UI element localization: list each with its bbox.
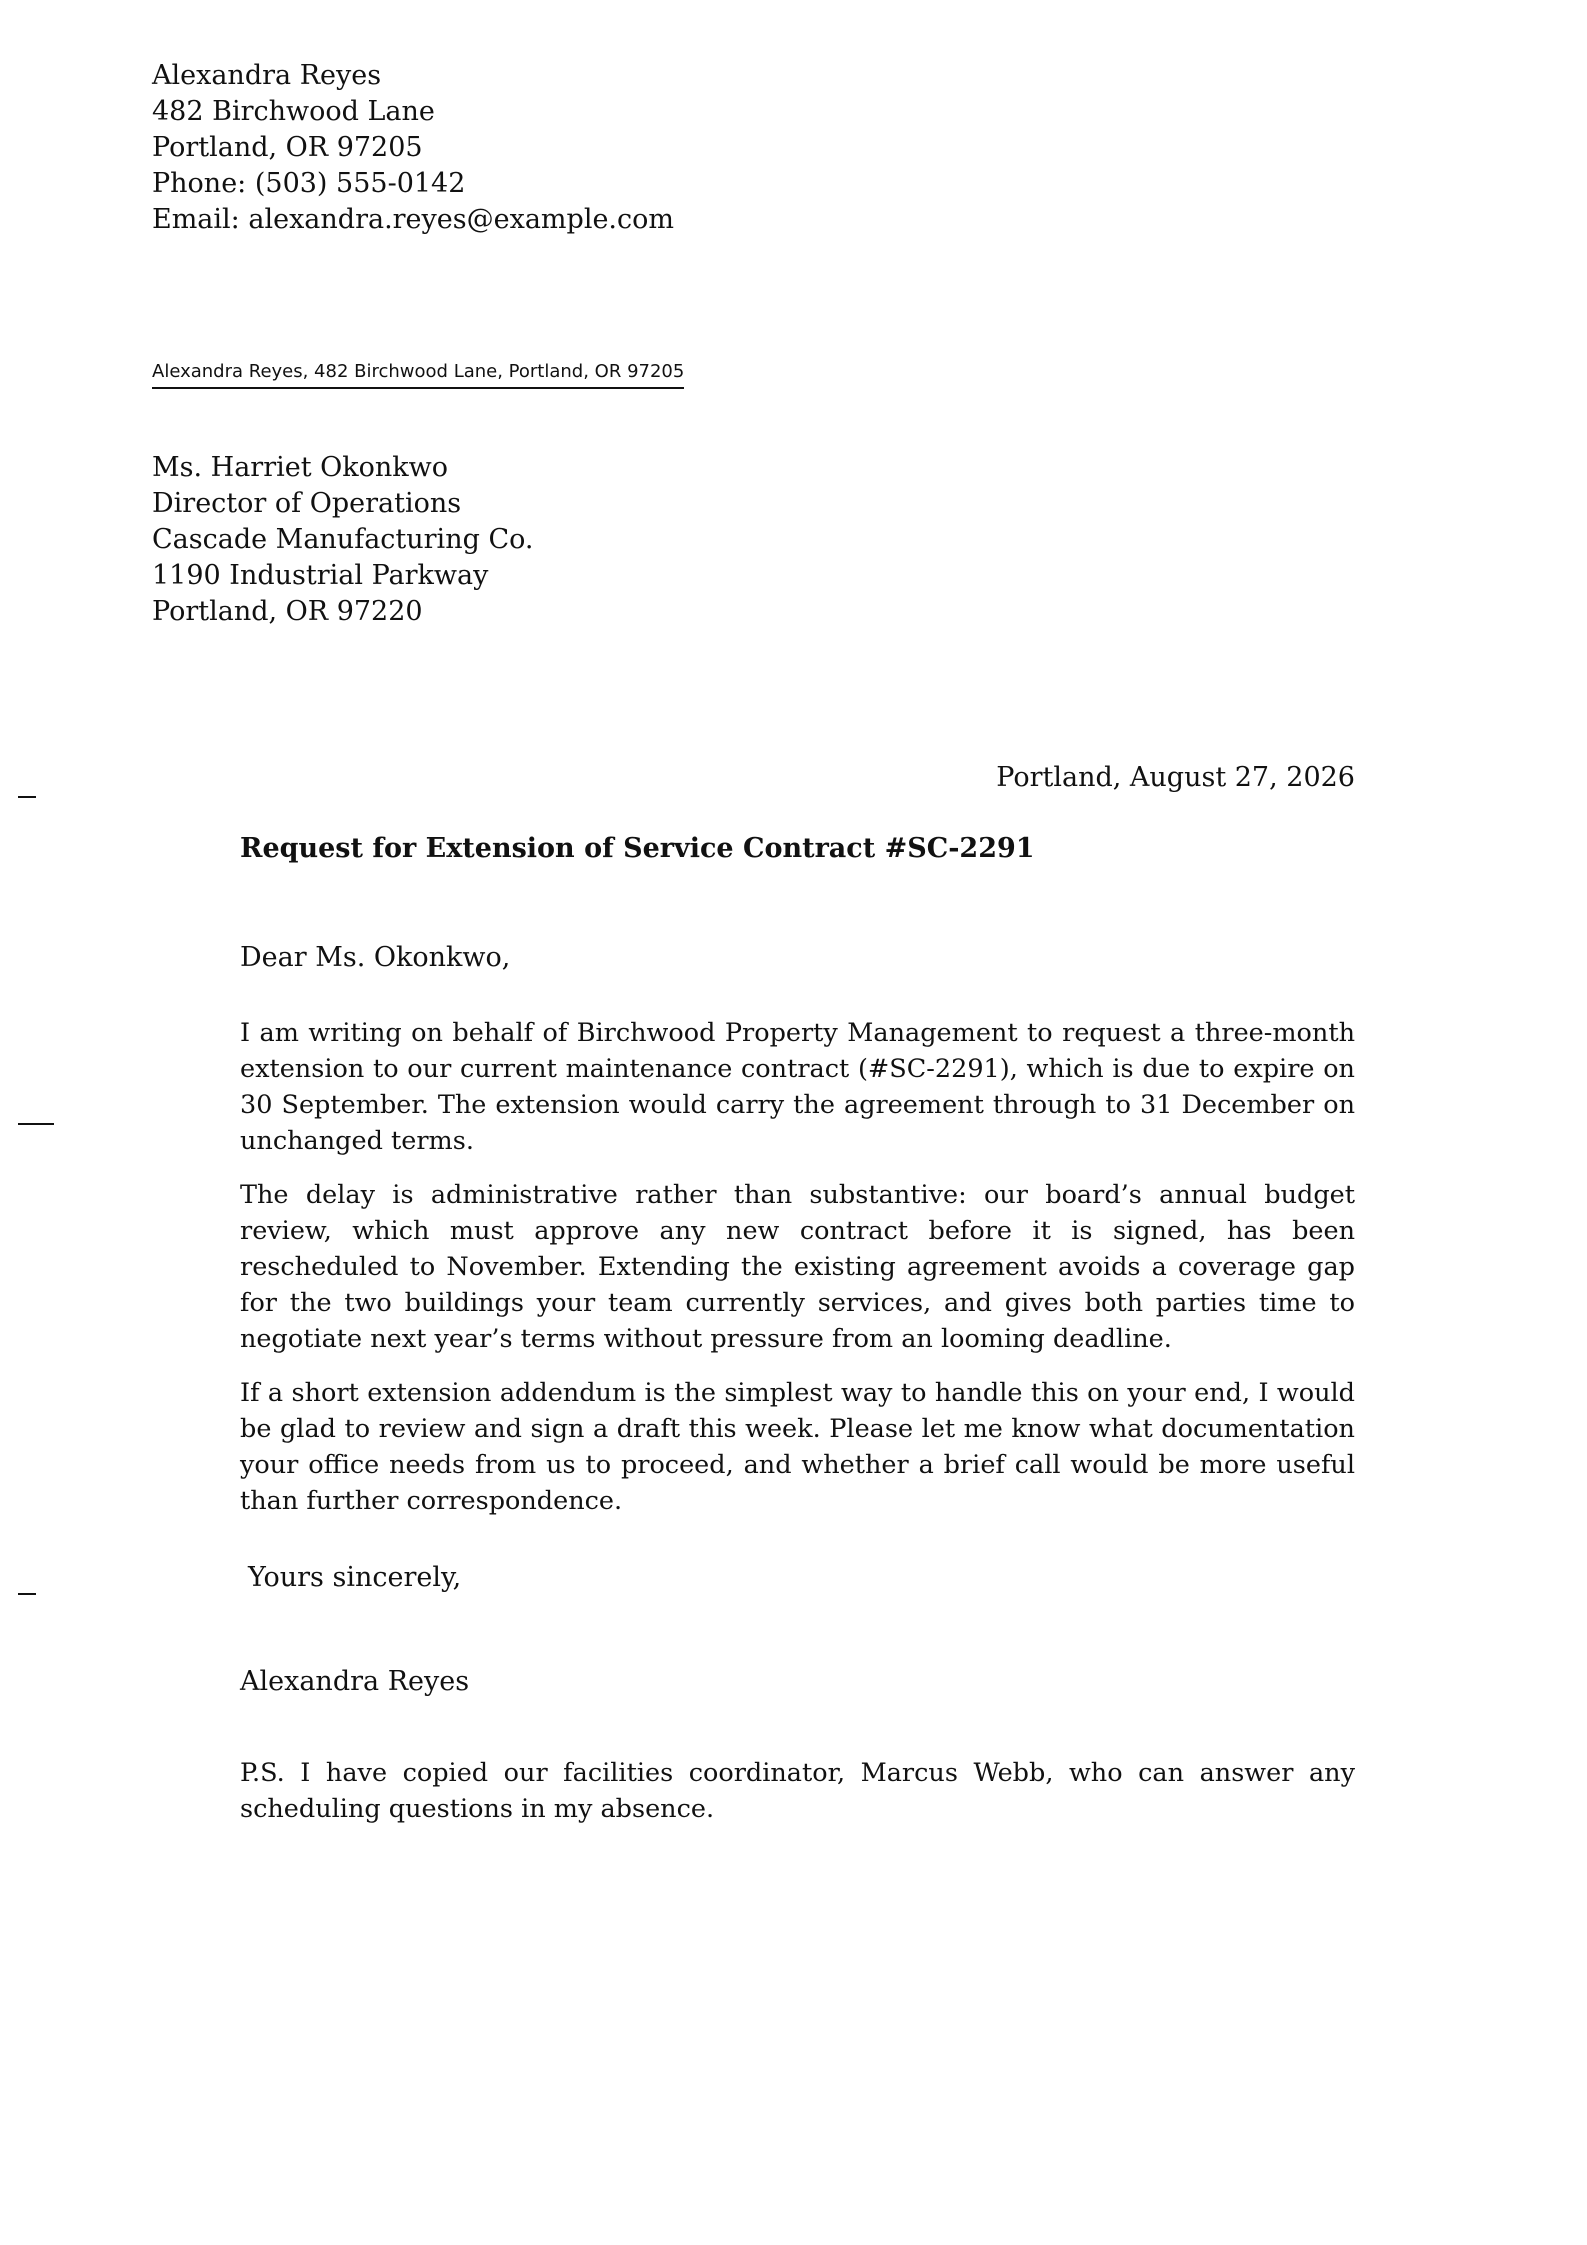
recipient-city: Portland, OR 97220 <box>152 596 423 627</box>
sender-city: Portland, OR 97205 <box>152 132 423 163</box>
sender-street: 482 Birchwood Lane <box>152 96 435 127</box>
subject-line: Request for Extension of Service Contract #SC-2291 <box>240 833 1035 864</box>
return-address-line: Alexandra Reyes, 482 Birchwood Lane, Portland, OR 97205 <box>152 360 684 389</box>
fold-mark-top <box>18 796 36 798</box>
recipient-company: Cascade Manufacturing Co. <box>152 524 534 555</box>
body-paragraph-3: If a short extension addendum is the simplest way to handle this on your end, I would be glad to review and sign a draft this week. Please let me know what documentation your office needs from us to proceed, and whether a brief call would be more useful than further correspondence. <box>240 1378 1355 1516</box>
recipient-name: Ms. Harriet Okonkwo <box>152 452 449 483</box>
recipient-street: 1190 Industrial Parkway <box>152 560 489 591</box>
sender-address-block <box>152 58 674 238</box>
body-paragraph-2: The delay is administrative rather than substantive: our board’s annual budget review, which must approve any new contract before it is signed, has been rescheduled to November. Extending the existing agreement avoids a coverage gap for the two buildings your team currently services, and gives both parties time to negotiate next year’s terms without pressure from an looming deadline. <box>240 1180 1355 1354</box>
fold-mark-bottom <box>18 1593 36 1595</box>
postscript: P.S. I have copied our facilities coordinator, Marcus Webb, who can answer any scheduling questions in my absence. <box>240 1758 1355 1824</box>
date-line: Portland, August 27, 2026 <box>996 762 1355 793</box>
sender-email: Email: alexandra.reyes@example.com <box>152 204 674 235</box>
closing: Yours sincerely, <box>248 1562 462 1593</box>
signature-name: Alexandra Reyes <box>240 1666 470 1697</box>
sender-name: Alexandra Reyes <box>152 60 382 91</box>
recipient-title: Director of Operations <box>152 488 462 519</box>
salutation: Dear Ms. Okonkwo, <box>240 942 511 973</box>
recipient-address-block <box>152 450 533 630</box>
sender-phone: Phone: (503) 555-0142 <box>152 168 466 199</box>
body-paragraph-1: I am writing on behalf of Birchwood Property Management to request a three-month extension to our current maintenance contract (#SC-2291), which is due to expire on 30 September. The extension would carry the agreement through to 31 December on unchanged terms. <box>240 1018 1355 1156</box>
punch-mark-center <box>18 1123 54 1125</box>
